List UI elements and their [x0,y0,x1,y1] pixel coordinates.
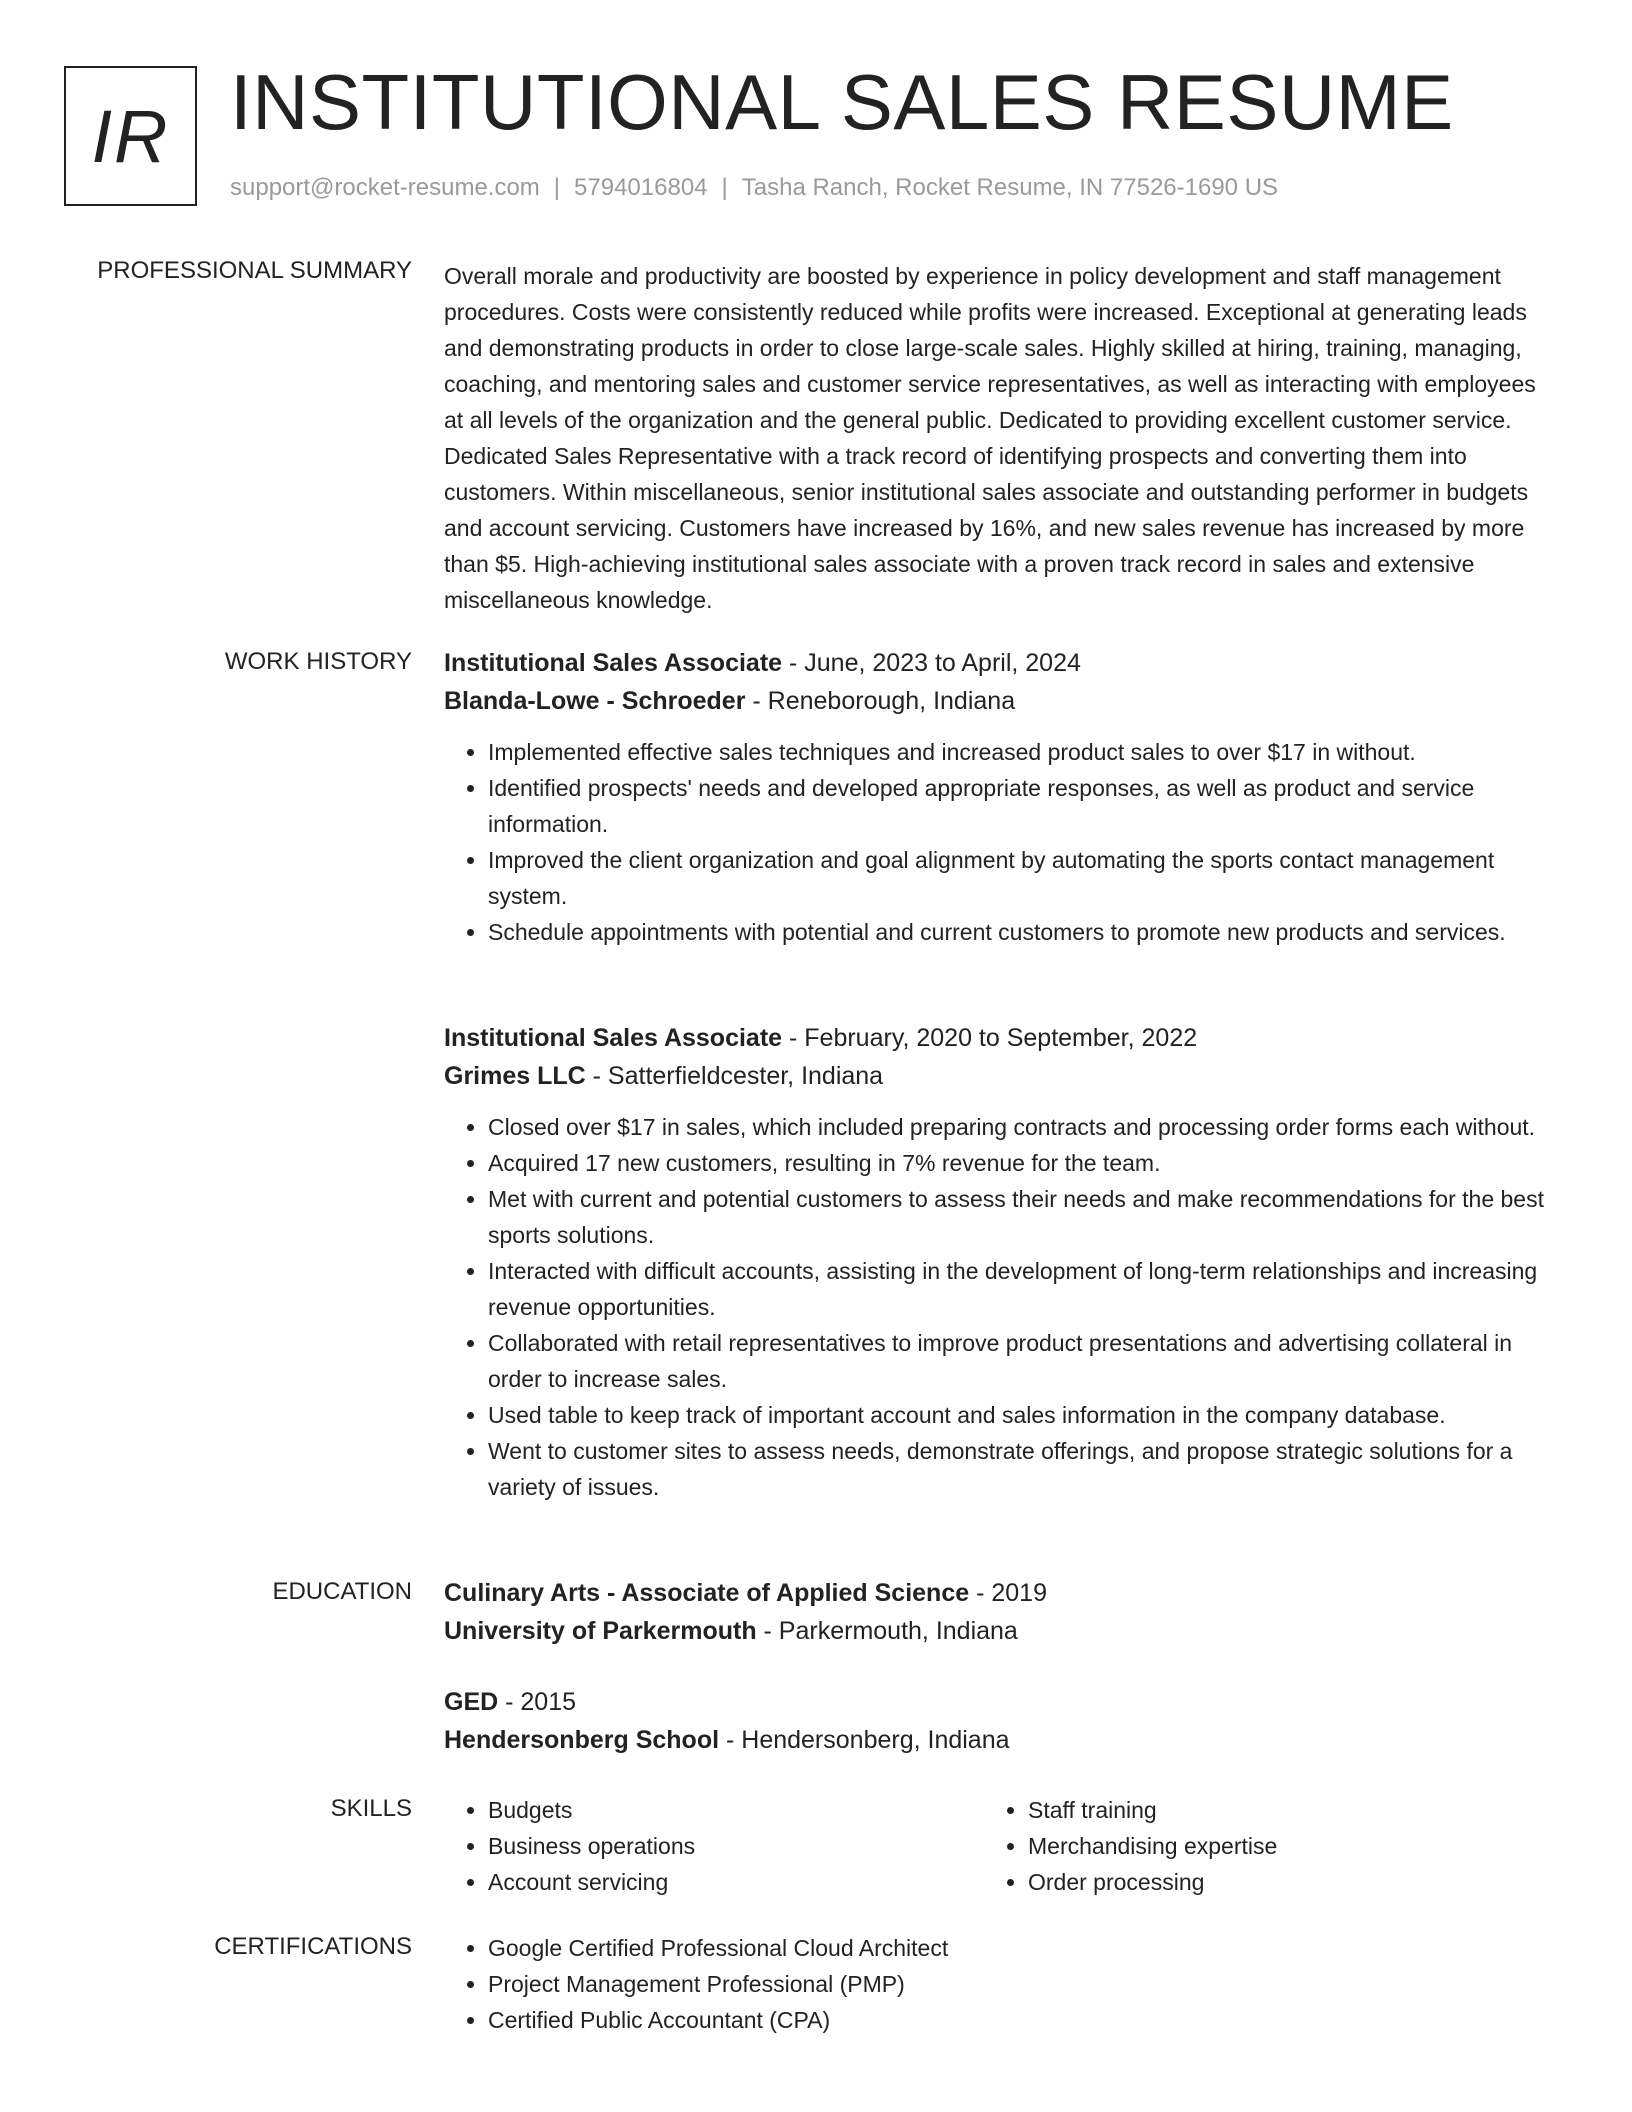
job-bullet: • Improved the client organization and goal alignment by automating the sports contact management system. [488,842,1550,914]
education-school: University of Parkermouth [444,1617,757,1645]
education-degree-line [444,1574,1550,1612]
education-entry [444,1574,1550,1650]
education-school-line [444,1721,1550,1759]
job-bullet: • Collaborated with retail representatives to improve product presentations and advertising collateral in order to increase sales. [488,1325,1550,1397]
education-location: - Parkermouth, Indiana [756,1617,1018,1645]
job-company: Blanda-Lowe - Schroeder [444,687,746,715]
job-entry [444,1019,1550,1505]
certification-bullets [444,1930,1550,2038]
education-year: - 2015 [498,1688,577,1716]
section-label-summary: PROFESSIONAL SUMMARY [97,257,412,284]
skills-column-left [444,1792,988,1900]
skill-item: • Merchandising expertise [1028,1828,1528,1864]
job-company-line [444,682,1550,720]
skill-item: • Order processing [1028,1864,1528,1900]
monogram-badge: IR [64,66,197,206]
skill-item: • Account servicing [488,1864,988,1900]
skills-list [444,1792,1550,1900]
education-entry [444,1683,1550,1759]
certification-item: • Google Certified Professional Cloud Architect [488,1930,1550,1966]
education-degree-line [444,1683,1550,1721]
job-bullet: • Used table to keep track of important account and sales information in the company database. [488,1397,1550,1433]
job-company: Grimes LLC [444,1062,586,1090]
job-bullet: • Acquired 17 new customers, resulting in 7% revenue for the team. [488,1145,1550,1181]
job-bullet: • Went to customer sites to assess needs, demonstrate offerings, and propose strategic solutions for a variety of issues. [488,1433,1550,1505]
job-bullet: • Identified prospects' needs and developed appropriate responses, as well as product and service information. [488,770,1550,842]
job-bullet: • Closed over $17 in sales, which included preparing contracts and processing order forms each without. [488,1109,1550,1145]
contact-separator: | [721,174,728,201]
job-bullets [444,1109,1550,1505]
certification-item: • Certified Public Accountant (CPA) [488,2002,1550,2038]
skills-grid [444,1792,1550,1900]
education-degree: GED [444,1688,499,1716]
section-label-skills: SKILLS [330,1795,412,1822]
job-title-line [444,1019,1550,1057]
contact-address: Tasha Ranch, Rocket Resume, IN 77526-1690 US [741,174,1279,201]
job-bullet: • Schedule appointments with potential and current customers to promote new products and services. [488,914,1550,950]
job-dates: - February, 2020 to September, 2022 [782,1024,1198,1052]
education-year: - 2019 [969,1579,1047,1607]
job-company-line [444,1057,1550,1095]
job-title: Institutional Sales Associate [444,1024,783,1052]
section-label-education: EDUCATION [272,1578,412,1605]
skill-item: • Business operations [488,1828,988,1864]
contact-line [230,174,1278,202]
job-bullets [444,734,1550,950]
job-entry [444,644,1550,950]
contact-phone: 5794016804 [574,174,708,201]
section-label-work-history: WORK HISTORY [224,648,412,675]
skill-item: • Staff training [1028,1792,1528,1828]
contact-separator: | [553,174,561,201]
skills-column-right [988,1792,1528,1900]
job-location: - Reneborough, Indiana [745,687,1016,715]
job-dates: - June, 2023 to April, 2024 [782,649,1081,677]
education-degree: Culinary Arts - Associate of Applied Science [444,1579,970,1607]
section-label-certifications: CERTIFICATIONS [214,1933,412,1960]
job-bullet: • Met with current and potential customers to assess their needs and make recommendations for the best sports solutions. [488,1181,1550,1253]
certification-item: • Project Management Professional (PMP) [488,1966,1550,2002]
job-title: Institutional Sales Associate [444,649,783,677]
contact-email: support@rocket-resume.com [230,174,540,201]
resume-title: INSTITUTIONAL SALES RESUME [230,58,1454,146]
job-bullet: • Interacted with difficult accounts, assisting in the development of long-term relationships and increasing revenue opportunities. [488,1253,1550,1325]
education-location: - Hendersonberg, Indiana [719,1726,1010,1754]
education-school: Hendersonberg School [444,1726,720,1754]
summary-text: Overall morale and productivity are boosted by experience in policy development and staff management procedures. Costs were consistently reduced while profits were increased. Exceptional at generating leads and demonstrating products in order to close large-scale sales. Highly skilled at hiring, training, managing, coaching, and mentoring sales and customer service representatives, as well as interacting with employees at all levels of the organization and the general public. Dedicated to providing excellent customer service. Dedicated Sales Representative with a track record of identifying prospects and converting them into customers. Within miscellaneous, senior institutional sales associate and outstanding performer in budgets and account servicing. Customers have increased by 16%, and new sales revenue has increased by more than $5. High-achieving institutional sales associate with a proven track record in sales and extensive miscellaneous knowledge. [444,263,1536,613]
job-bullet: • Implemented effective sales techniques and increased product sales to over $17 in without. [488,734,1550,770]
job-location: - Satterfieldcester, Indiana [585,1062,884,1090]
education-school-line [444,1612,1550,1650]
certifications-list [444,1930,1550,2038]
job-title-line [444,644,1550,682]
skill-item: • Budgets [488,1792,988,1828]
